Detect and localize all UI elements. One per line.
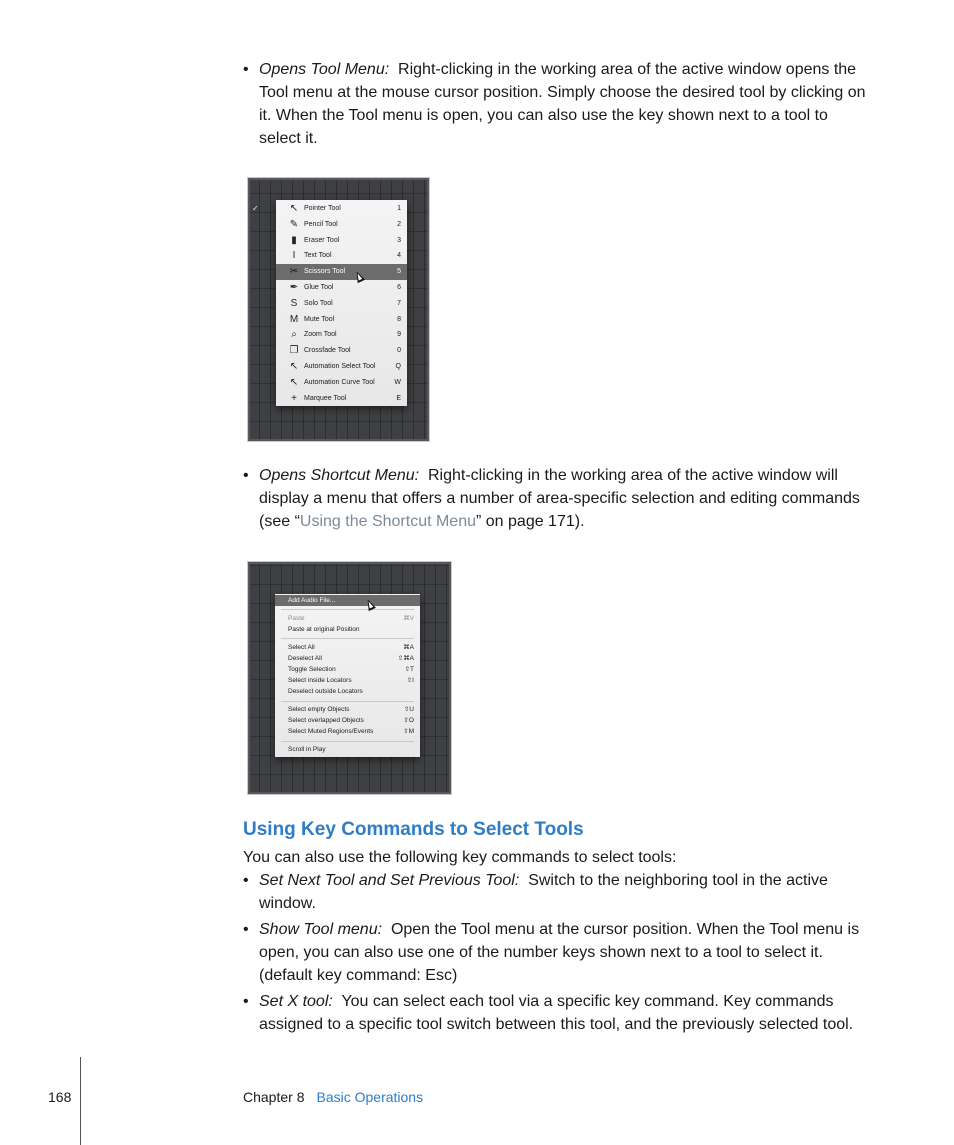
tool-menu-item-label: Crossfade Tool xyxy=(304,347,351,355)
text-cursor-icon: I xyxy=(292,250,296,262)
shortcut-menu-item[interactable] xyxy=(275,726,420,737)
eraser-icon: ▮ xyxy=(291,234,297,246)
scissors-icon: ✂ xyxy=(289,266,299,278)
tool-menu xyxy=(252,200,407,406)
bullet-term: Show Tool menu: xyxy=(259,921,383,938)
shortcut-menu-item-label: Select inside Locators xyxy=(288,677,352,685)
tool-menu-item[interactable] xyxy=(276,217,407,233)
section-intro: You can also use the following key commands to select tools: xyxy=(243,849,677,866)
bullet-term: Opens Tool Menu: xyxy=(259,61,390,78)
bullet-term: Opens Shortcut Menu: xyxy=(259,467,420,484)
bullet-next-previous-tool xyxy=(243,869,873,915)
shortcut-menu-item-label: Select Muted Regions/Events xyxy=(288,728,374,736)
shortcut-menu-item-label: Select All xyxy=(288,643,315,651)
zoom-icon: ⌕ xyxy=(291,329,297,341)
tool-menu-item-label: Zoom Tool xyxy=(304,331,337,339)
tool-menu-item-key: 0 xyxy=(397,347,401,355)
automation-select-icon: ↖ xyxy=(289,360,299,372)
footer-rule xyxy=(80,1057,81,1145)
pencil-icon: ✎ xyxy=(289,218,299,230)
tool-menu-screenshot xyxy=(247,177,430,442)
tool-menu-item-key: 2 xyxy=(397,220,401,228)
shortcut-menu-item-key: ⇧M xyxy=(403,728,414,736)
tool-menu-item-key: 4 xyxy=(397,252,401,260)
tool-menu-item[interactable] xyxy=(276,312,407,328)
bullet-text: Switch to the neighboring tool in the active window. xyxy=(259,872,828,912)
solo-icon: S xyxy=(290,297,298,309)
shortcut-menu-item-label: Scroll in Play xyxy=(288,746,326,754)
bullet-opens-shortcut-menu xyxy=(243,464,873,533)
shortcut-menu-item-label: Add Audio File... xyxy=(288,597,336,604)
shortcut-menu-item-key: ⌘A xyxy=(403,643,414,651)
shortcut-menu-item-label: Deselect outside Locators xyxy=(288,688,363,696)
tool-menu-item-label: Automation Curve Tool xyxy=(304,378,375,386)
glue-icon: ✒ xyxy=(289,281,299,293)
bullet-dot: • xyxy=(243,993,249,1010)
bullet-text: Right-clicking in the working area of the active window opens the Tool menu at the mouse cursor position. Simply choose the desired tool by clicking on it. When the Tool menu is open, you can also use the key shown next to a tool to select it. xyxy=(259,61,866,147)
shortcut-menu-item-label: Select overlapped Objects xyxy=(288,717,364,725)
tool-menu-item[interactable] xyxy=(276,375,407,391)
shortcut-menu xyxy=(275,594,420,757)
tool-menu-item-label: Glue Tool xyxy=(304,283,334,291)
shortcut-menu-link[interactable]: Using the Shortcut Menu xyxy=(299,513,476,530)
bullet-set-x-tool xyxy=(243,990,873,1036)
bullet-dot: • xyxy=(243,921,249,938)
shortcut-menu-item[interactable] xyxy=(275,704,420,715)
shortcut-menu-item-key: ⇧U xyxy=(403,706,414,713)
bullet-dot: • xyxy=(243,467,249,484)
shortcut-menu-item[interactable] xyxy=(275,624,420,635)
pointer-icon: ↖ xyxy=(289,203,299,214)
tool-menu-item[interactable] xyxy=(276,280,407,296)
chapter-label: Chapter 8 xyxy=(243,1089,305,1105)
shortcut-menu-item[interactable] xyxy=(275,653,420,664)
tool-menu-item-label: Text Tool xyxy=(304,252,332,260)
bullet-text-before: Right-clicking in the working area of the active window will display a menu that offers a number of area-specific selection and editing commands (see “ xyxy=(259,467,860,530)
shortcut-menu-item-key: ⇧O xyxy=(403,717,414,725)
tool-menu-item[interactable] xyxy=(276,248,407,264)
shortcut-menu-item-key: ⇧I xyxy=(406,677,414,685)
tool-menu-item-key: 3 xyxy=(397,236,401,244)
shortcut-menu-item[interactable] xyxy=(275,664,420,675)
shortcut-menu-item[interactable] xyxy=(275,595,420,606)
bullet-text-after: ” on page 171). xyxy=(476,513,585,530)
tool-menu-item[interactable] xyxy=(276,233,407,249)
section-heading: Using Key Commands to Select Tools xyxy=(243,819,584,840)
tool-menu-item-label: Pencil Tool xyxy=(304,220,338,228)
tool-menu-item[interactable] xyxy=(276,391,407,407)
bullet-term: Set Next Tool and Set Previous Tool: xyxy=(259,872,520,889)
tool-menu-item[interactable] xyxy=(276,359,407,375)
shortcut-menu-item-label: Paste at original Position xyxy=(288,625,360,633)
shortcut-menu-item-key: ⇧⌘A xyxy=(397,654,414,662)
shortcut-menu-item[interactable] xyxy=(275,642,420,653)
tool-menu-item[interactable] xyxy=(276,327,407,343)
automation-curve-icon: ↖ xyxy=(289,376,299,388)
tool-menu-item-label: Automation Select Tool xyxy=(304,362,376,370)
tool-menu-item-key: 8 xyxy=(397,315,401,323)
shortcut-menu-item[interactable] xyxy=(275,613,420,624)
shortcut-menu-item-label: Toggle Selection xyxy=(288,665,336,673)
crossfade-icon: ❐ xyxy=(289,345,299,357)
tool-menu-item-key: Q xyxy=(395,362,401,370)
shortcut-menu-item-label: Select empty Objects xyxy=(288,706,350,713)
shortcut-menu-item-label: Deselect All xyxy=(288,654,322,662)
tool-menu-item[interactable] xyxy=(252,201,407,217)
tool-menu-item-label: Solo Tool xyxy=(304,299,333,307)
bullet-dot: • xyxy=(243,61,249,78)
chapter-footer xyxy=(243,1089,423,1105)
shortcut-menu-item-key: ⌘V xyxy=(403,614,414,622)
tool-menu-item-key: 7 xyxy=(397,299,401,307)
shortcut-menu-item-key: ⇧T xyxy=(404,665,414,673)
tool-menu-item[interactable] xyxy=(276,296,407,312)
shortcut-menu-item[interactable] xyxy=(275,686,420,697)
mute-icon: M xyxy=(289,313,299,325)
bullet-term: Set X tool: xyxy=(259,993,333,1010)
tool-menu-item-key: 5 xyxy=(397,268,401,276)
bullet-text: Open the Tool menu at the cursor position. When the Tool menu is open, you can also use one of the number keys shown next to a tool to select it. (default key command: Esc) xyxy=(259,921,860,984)
bullet-text: You can select each tool via a specific key command. Key commands assigned to a specific tool switch between this tool, and the previously selected tool. xyxy=(259,993,854,1033)
shortcut-menu-item[interactable] xyxy=(275,675,420,686)
tool-menu-item-key: 1 xyxy=(397,205,401,212)
tool-menu-item-label: Scissors Tool xyxy=(304,268,346,276)
tool-menu-item-key: 9 xyxy=(397,331,401,339)
tool-menu-item[interactable] xyxy=(276,343,407,359)
tool-menu-item-label: Eraser Tool xyxy=(304,236,340,244)
tool-menu-item-key: 6 xyxy=(397,283,401,291)
page-number: 168 xyxy=(48,1089,72,1105)
checkmark-icon: ✓ xyxy=(252,204,259,213)
bullet-show-tool-menu xyxy=(243,918,873,987)
shortcut-menu-item-label: Paste xyxy=(288,614,305,622)
shortcut-menu-item[interactable] xyxy=(275,715,420,726)
shortcut-menu-item[interactable] xyxy=(275,744,420,755)
bullet-dot: • xyxy=(243,872,249,889)
marquee-icon: + xyxy=(291,392,297,404)
tool-menu-item-key: W xyxy=(394,378,401,386)
bullet-opens-tool-menu xyxy=(243,58,873,150)
chapter-title-link[interactable]: Basic Operations xyxy=(316,1089,424,1105)
shortcut-menu-screenshot xyxy=(247,561,452,795)
tool-menu-item[interactable] xyxy=(276,264,407,280)
tool-menu-item-key: E xyxy=(396,394,401,402)
tool-menu-item-label: Mute Tool xyxy=(304,315,335,323)
tool-menu-item-label: Marquee Tool xyxy=(304,394,347,402)
tool-menu-item-label: Pointer Tool xyxy=(304,205,341,212)
